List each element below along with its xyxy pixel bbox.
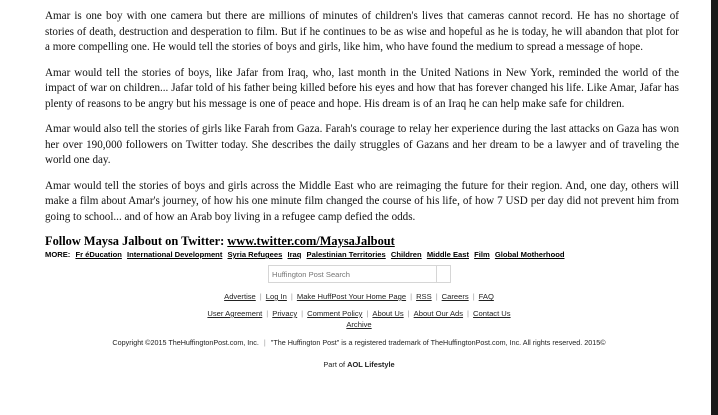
footer-link-contact-us[interactable]: Contact Us (473, 309, 511, 318)
separator: | (435, 292, 438, 301)
tag-link[interactable]: Film (474, 250, 490, 259)
tag-link[interactable]: Fr éDucation (75, 250, 122, 259)
footer-link-user-agreement[interactable]: User Agreement (207, 309, 263, 318)
footer-link-archive[interactable]: Archive (346, 320, 372, 329)
footer-link-rss[interactable]: RSS (416, 292, 432, 301)
copyright-text: Copyright ©2015 TheHuffingtonPost.com, Inc. (112, 338, 259, 347)
footer-link-faq[interactable]: FAQ (478, 292, 494, 301)
separator: | (301, 309, 304, 318)
footer-link-advertise[interactable]: Advertise (224, 292, 256, 301)
separator: | (472, 292, 475, 301)
tag-link[interactable]: International Development (126, 250, 223, 259)
footer-links-row-2 (0, 309, 718, 319)
tag-link[interactable]: Iraq (287, 250, 302, 259)
more-tags (45, 250, 679, 260)
tag-link[interactable]: Children (390, 250, 422, 259)
follow-line (45, 234, 679, 248)
search-button[interactable] (436, 265, 451, 283)
separator: | (259, 292, 262, 301)
footer-link-about-ads[interactable]: About Our Ads (413, 309, 464, 318)
article-paragraph-2: Amar would tell the stories of boys, like Jafar from Iraq, who, last month in the United Nations in New York, reminded the world of the impact of war on children... Jafar told of his father being killed before his eyes and how that has forever changed his life. Like Amar, Jafar has plenty of reasons to be angry but his message is one of peace and hope. His dream is of an Iraq he can help make safe for children. (45, 66, 679, 110)
article-body (45, 9, 679, 260)
tag-link[interactable]: Syria Refugees (227, 250, 283, 259)
article-paragraph-4: Amar would tell the stories of boys and girls across the Middle East who are reimaging the future for their region. And, one day, others will make a film about Amar's journey, of how his one minute film changed the course of his life, of how 7 USD per day did not prevent him from going to school... and of how an Arab boy living in a refugee camp defied the odds. (45, 179, 679, 223)
part-of-line (0, 360, 718, 369)
article-paragraph-3: Amar would also tell the stories of girls like Farah from Gaza. Farah's courage to relay her experience during the last attacks on Gaza has won her over 190,000 followers on Twitter today. She describes the daily struggles of Gazans and her dream to be a lawyer and of traveling the world one day. (45, 123, 679, 166)
footer-link-login[interactable]: Log In (265, 292, 287, 301)
footer-link-homepage[interactable]: Make HuffPost Your Home Page (296, 292, 407, 301)
tag-link[interactable]: Palestinian Territories (306, 250, 386, 259)
separator: | (290, 292, 293, 301)
separator: | (407, 309, 410, 318)
separator: | (410, 292, 413, 301)
separator: | (266, 309, 269, 318)
site-search (268, 265, 451, 283)
footer-link-privacy[interactable]: Privacy (272, 309, 298, 318)
separator: | (467, 309, 470, 318)
part-of-prefix: Part of (323, 360, 348, 369)
aol-lifestyle-brand: AOL Lifestyle (347, 360, 395, 369)
footer-link-about-us[interactable]: About Us (372, 309, 404, 318)
tag-link[interactable]: Middle East (426, 250, 470, 259)
footer-link-comment-policy[interactable]: Comment Policy (307, 309, 363, 318)
trademark-text: "The Huffington Post" is a registered trademark of TheHuffingtonPost.com, Inc. All rights reserved. 2015© (270, 338, 606, 347)
more-label: MORE: (45, 250, 71, 259)
separator: | (366, 309, 369, 318)
copyright-line (0, 338, 718, 347)
search-input[interactable] (268, 265, 436, 283)
window-edge (711, 0, 718, 415)
separator: | (263, 338, 266, 347)
footer-links-row-3 (0, 320, 718, 330)
tag-link[interactable]: Global Motherhood (494, 250, 565, 259)
follow-text: Follow Maysa Jalbout on Twitter: (45, 234, 228, 248)
footer-link-careers[interactable]: Careers (441, 292, 469, 301)
twitter-link[interactable]: www.twitter.com/MaysaJalbout (227, 234, 395, 248)
article-paragraph-1: Amar is one boy with one camera but there are millions of minutes of children's lives that cameras cannot record. He has no shortage of stories of death, destruction and desperation to film. But if he continues to be as wise and hopeful as he is today, he will abandon that plot for a more compelling one. He would tell the stories of boys and girls, like him, who have found the medium to spread a message of hope. (45, 10, 679, 53)
footer-links-row-1 (0, 292, 718, 302)
